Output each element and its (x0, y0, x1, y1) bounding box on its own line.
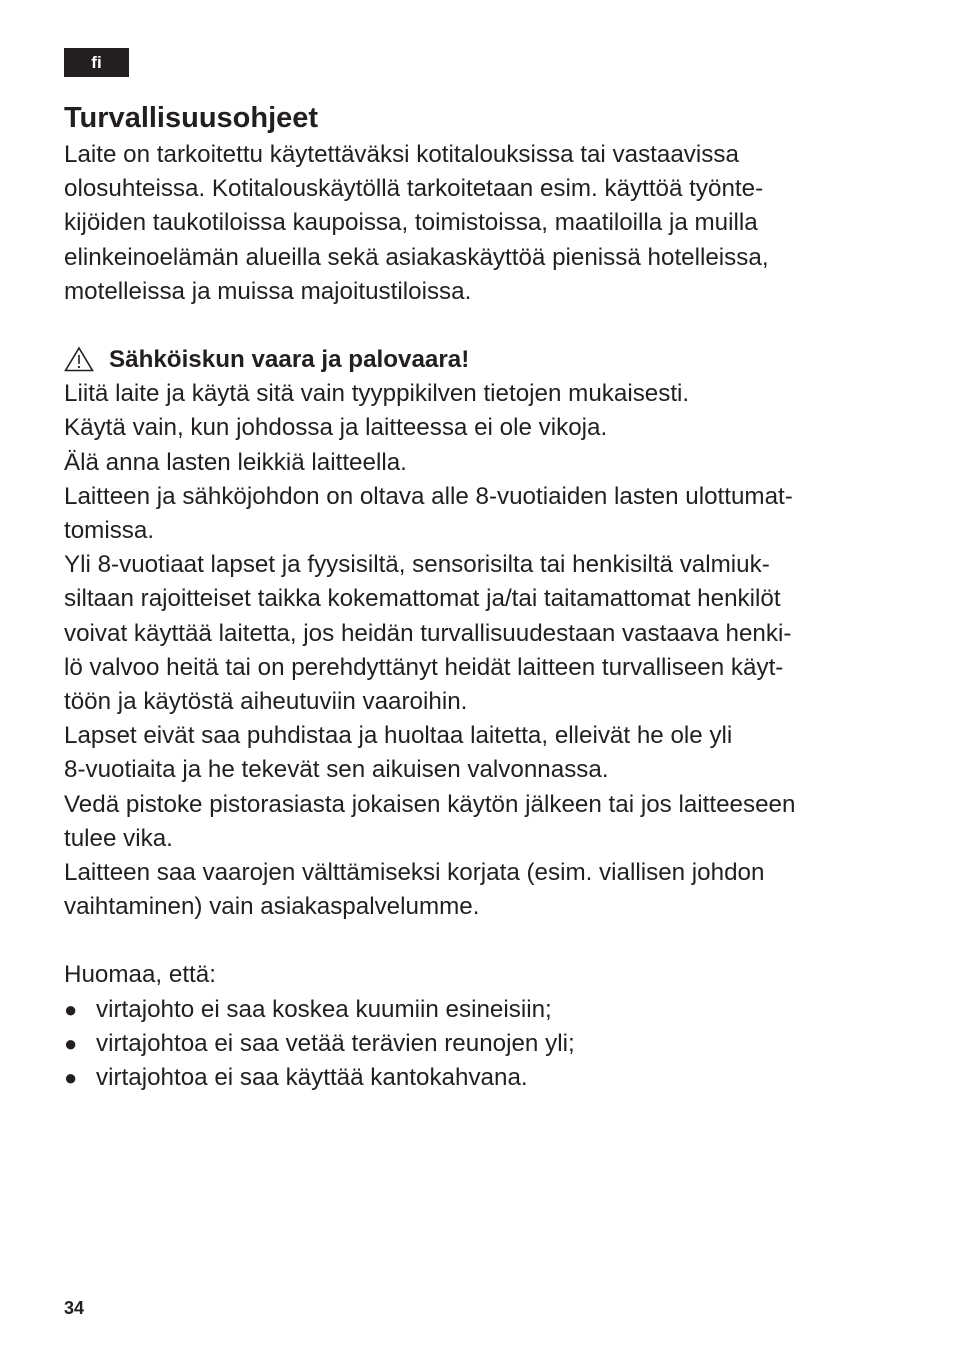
warning-heading-row (64, 343, 904, 377)
warning-line: Älä anna lasten leikkiä laitteella. (64, 448, 407, 476)
intro-line: kijöiden taukotiloissa kaupoissa, toimistoissa, maatiloilla ja muilla (64, 209, 758, 237)
list-item (64, 1061, 904, 1095)
warning-line: Käytä vain, kun johdossa ja laitteessa ei ole vikoja. (64, 414, 608, 442)
document-body (64, 98, 904, 1095)
warning-line: lö valvoo heitä tai on perehdyttänyt heidät laitteen turvalliseen käyt- (64, 653, 784, 681)
warning-heading: Sähköiskun vaara ja palovaara! (109, 346, 470, 374)
list-item (64, 993, 904, 1027)
bullet-icon: ● (64, 1065, 78, 1091)
list-item-text: virtajohtoa ei saa vetää terävien reunojen yli; (96, 1029, 575, 1057)
intro-line: Laite on tarkoitettu käytettäväksi kotitalouksissa tai vastaavissa (64, 141, 739, 168)
warning-line: voivat käyttää laitetta, jos heidän turvallisuudestaan vastaava henki- (64, 619, 792, 647)
warning-line: Liitä laite ja käytä sitä vain tyyppikilven tietojen mukaisesti. (64, 380, 690, 408)
warning-line: tomissa. (64, 517, 155, 545)
intro-paragraph (64, 138, 904, 309)
intro-line: motelleissa ja muissa majoitustiloissa. (64, 277, 472, 305)
note-section (64, 958, 904, 1095)
warning-triangle-icon (64, 346, 94, 372)
warning-line: Laitteen ja sähköjohdon on oltava alle 8-vuotiaiden lasten ulottumat- (64, 482, 793, 510)
warning-line: siltaan rajoitteiset taikka kokemattomat ja/tai taitamattomat henkilöt (64, 585, 781, 613)
list-item (64, 1027, 904, 1061)
bullet-icon: ● (64, 1030, 78, 1056)
note-bullet-list (64, 993, 904, 1096)
warning-line: 8-vuotiaita ja he tekevät sen aikuisen valvonnassa. (64, 756, 609, 784)
page-number: 34 (64, 1298, 85, 1318)
spacer (64, 309, 904, 343)
warning-line: Yli 8-vuotiaat lapset ja fyysisiltä, sensorisilta tai henkisiltä valmiuk- (64, 551, 770, 579)
bullet-icon: ● (64, 996, 78, 1022)
warning-line: vaihtaminen) vain asiakaspalvelumme. (64, 893, 480, 921)
intro-line: olosuhteissa. Kotitalouskäytöllä tarkoitetaan esim. käyttöä työnte- (64, 175, 764, 203)
warning-line: Vedä pistoke pistorasiasta jokaisen käytön jälkeen tai jos laitteeseen (64, 790, 796, 818)
note-lead: Huomaa, että: (64, 961, 216, 989)
intro-line: elinkeinoelämän alueilla sekä asiakaskäyttöä pienissä hotelleissa, (64, 243, 769, 271)
warning-line: Lapset eivät saa puhdistaa ja huoltaa laitetta, elleivät he ole yli (64, 722, 733, 750)
warning-section (64, 343, 904, 924)
spacer (64, 924, 904, 958)
warning-line: töön ja käytöstä aiheutuviin vaaroihin. (64, 688, 468, 716)
warning-line: tulee vika. (64, 824, 173, 852)
list-item-text: virtajohto ei saa koskea kuumiin esineisiin; (96, 995, 552, 1023)
warning-line: Laitteen saa vaarojen välttämiseksi korjata (esim. viallisen johdon (64, 859, 765, 887)
list-item-text: virtajohtoa ei saa käyttää kantokahvana. (96, 1064, 528, 1092)
language-tag: fi (64, 48, 129, 77)
section-title: Turvallisuusohjeet (64, 102, 319, 134)
